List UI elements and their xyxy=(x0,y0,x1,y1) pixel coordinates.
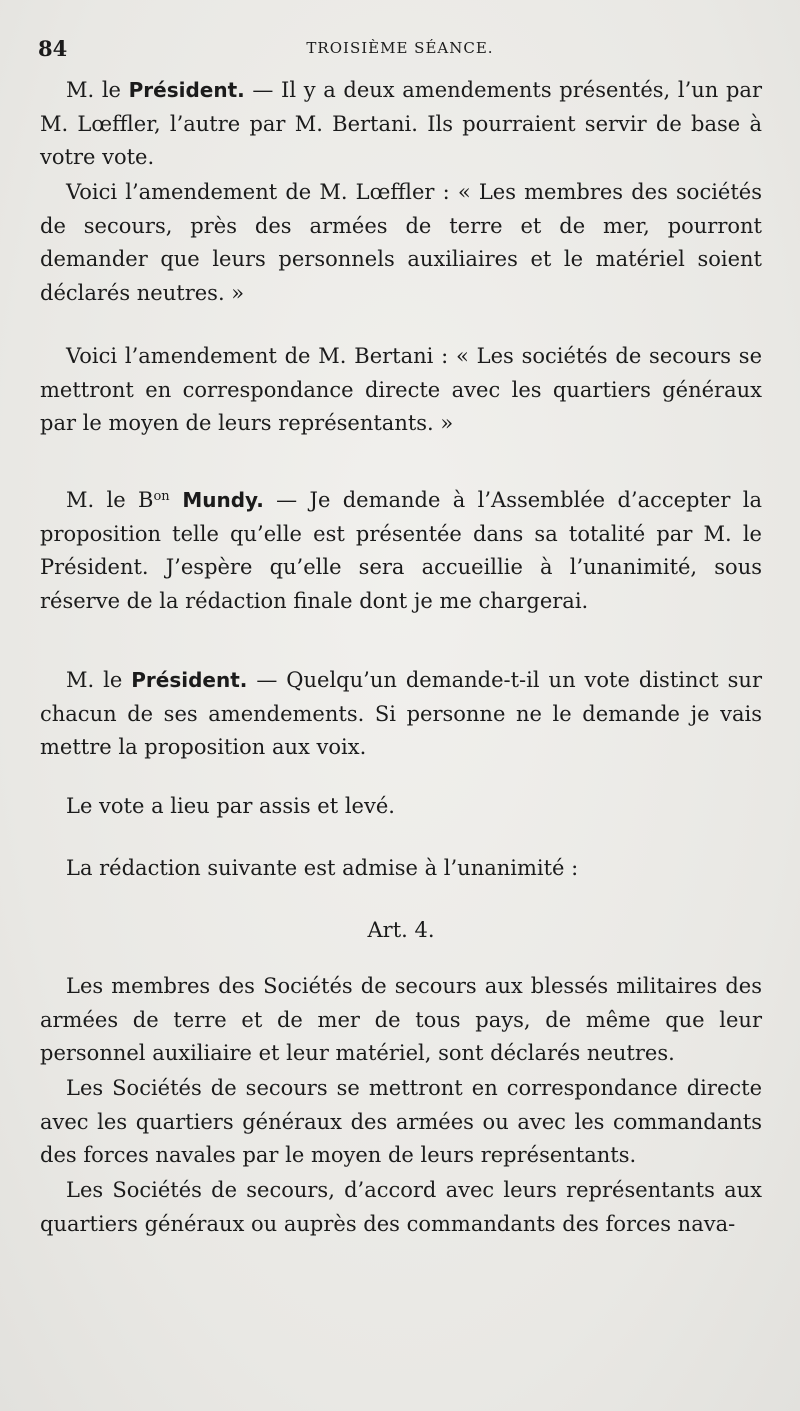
paragraph-bertani-amendment xyxy=(40,340,762,441)
speaker-name: Président. xyxy=(131,668,248,692)
paragraph-text: Les Sociétés de secours se mettront en correspondance directe avec les quartiers généraux des armées ou avec les commandants des forces navales par le moyen de leurs représentants. xyxy=(40,1076,762,1167)
article-paragraph-2 xyxy=(40,1072,762,1173)
page-header xyxy=(38,36,762,60)
paragraph-adopted xyxy=(40,852,762,886)
article-paragraph-1 xyxy=(40,970,762,1071)
speaker-title-sup: on xyxy=(153,489,170,504)
paragraph-text: Le vote a lieu par assis et levé. xyxy=(66,794,395,818)
paragraph-president-2 xyxy=(40,664,762,765)
paragraph-text: Voici l’amendement de M. Lœffler : « Les membres des sociétés de secours, près des armées de terre et de mer, pourront demander que leurs personnels auxiliaires et le matériel soient déclarés neutres. » xyxy=(40,180,762,305)
speaker-name: Président. xyxy=(128,78,245,102)
article-paragraph-3 xyxy=(40,1174,762,1241)
paragraph-text: Voici l’amendement de M. Bertani : « Les sociétés de secours se mettront en correspondance directe avec les quartiers généraux par le moyen de leurs représentants. » xyxy=(40,344,762,435)
paragraph-text: Les membres des Sociétés de secours aux blessés militaires des armées de terre et de mer de tous pays, de même que leur personnel auxiliaire et leur matériel, sont déclarés neutres. xyxy=(40,974,762,1065)
paragraph-text: — Je demande à l’Assemblée d’accepter la proposition telle qu’elle est présentée dans sa totalité par M. le Président. J’espère qu’elle sera accueillie à l’unanimité, sous réserve de la rédaction finale dont je me chargerai. xyxy=(40,488,762,613)
paragraph-text: — Quelqu’un demande-t-il un vote distinct sur chacun de ses amendements. Si personne ne le demande je vais mettre la proposition aux voix. xyxy=(40,668,762,759)
paragraph-text: Les Sociétés de secours, d’accord avec leurs représentants aux quartiers généraux ou auprès des commandants des forces nava- xyxy=(40,1178,762,1236)
paragraph-text: La rédaction suivante est admise à l’unanimité : xyxy=(66,856,579,880)
running-title: TROISIÈME SÉANCE. xyxy=(306,39,494,57)
paragraph-loeffler-amendment xyxy=(40,176,762,310)
page-number: 84 xyxy=(38,36,68,61)
speaker-prefix: M. le B xyxy=(66,488,154,512)
speaker-prefix: M. le xyxy=(66,78,129,102)
speaker-prefix: M. le xyxy=(66,668,132,692)
paragraph-vote xyxy=(40,790,762,824)
paragraph-text: — Il y a deux amendements présentés, l’un par M. Lœffler, l’autre par M. Bertani. Ils pourraient servir de base à votre vote. xyxy=(40,78,762,169)
article-title: Art. 4. xyxy=(367,918,435,942)
paragraph-mundy xyxy=(40,484,762,618)
paragraph-president-1 xyxy=(40,74,762,175)
speaker-name: Mundy. xyxy=(169,488,264,512)
